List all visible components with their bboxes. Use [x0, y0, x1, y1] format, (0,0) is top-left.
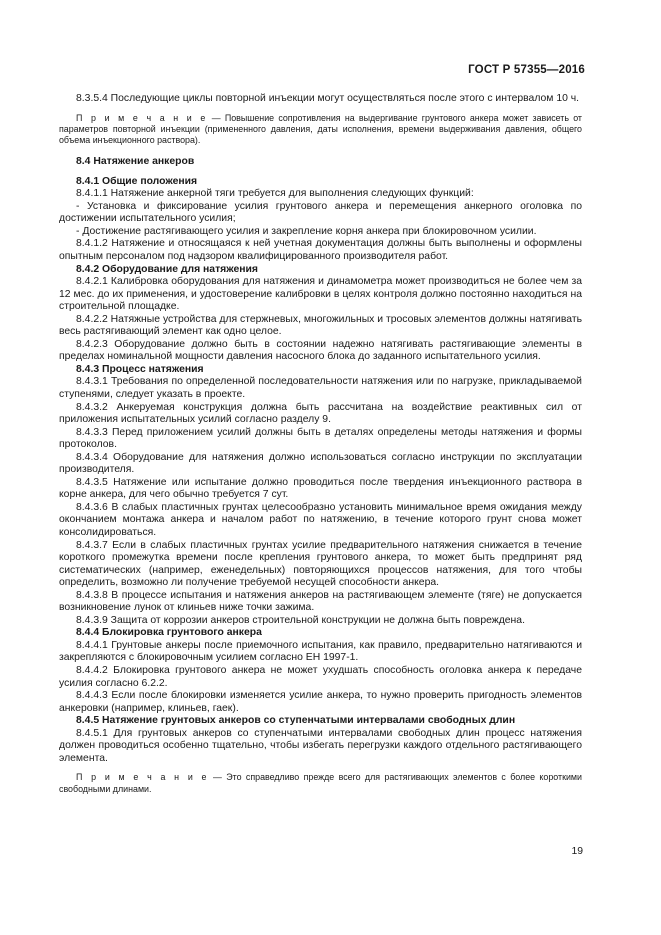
document-body	[59, 93, 582, 795]
heading-8-4-1: 8.4.1 Общие положения	[76, 175, 198, 187]
paragraph-8-4-3-6: 8.4.3.6 В слабых пластичных грунтах целесообразно установить минимальное время ожидания между окончанием монтажа анкера и началом работ по натяжению, в течение которого грунт снова может консолидироваться.	[59, 501, 582, 539]
paragraph-8-4-4-1: 8.4.4.1 Грунтовые анкеры после приемочного испытания, как правило, предварительно натягиваются и закрепляются с блокировочным усилием согласно ЕН 1997-1.	[59, 639, 582, 664]
paragraph-8-4-3-9: 8.4.3.9 Защита от коррозии анкеров строительной конструкции не должна быть повреждена.	[76, 614, 525, 626]
heading-8-4-5: 8.4.5 Натяжение грунтовых анкеров со ступенчатыми интервалами свободных длин	[76, 715, 516, 727]
note-1-text: — Повышение сопротивления на выдергивание грунтового анкера может зависеть от параметров повторной инъекции (примененного давления, даты исполнения, времени выдерживания давления, общего объема инъекционного раствора).	[59, 112, 583, 145]
paragraph-8-4-2-3: 8.4.2.3 Оборудование должно быть в состоянии надежно натягивать растягивающие элементы в пределах номинальной мощности давления насосного блока до заданного испытательного усилия.	[59, 338, 582, 363]
paragraph-8-4-4-3: 8.4.4.3 Если после блокировки изменяется усилие анкера, то нужно проверить пригодность элементов анкеровки (например, клиньев, гаек).	[59, 690, 582, 714]
heading-8-4-3: 8.4.3 Процесс натяжения	[76, 363, 204, 375]
paragraph-8-4-3-3: 8.4.3.3 Перед приложением усилий должны быть в деталях определены методы натяжения и формы протоколов.	[59, 426, 582, 451]
note-2-text: — Это справедливо прежде всего для растягивающих элементов с более короткими свободными длинами.	[59, 772, 582, 794]
paragraph-8-4-1-1: 8.4.1.1 Натяжение анкерной тяги требуется для выполнения следующих функций:	[76, 188, 474, 200]
paragraph-8-3-5-4: 8.3.5.4 Последующие циклы повторной инъекции могут осуществляться после этого с интервалом 10 ч.	[76, 93, 580, 104]
paragraph-8-4-3-7: 8.4.3.7 Если в слабых пластичных грунтах усилие предварительного натяжения снижается в течение короткого промежутка времени после крепления грунтового анкера, то может быть предпринят ряд систематических (например, еженедельных) повторяющихся процессов натяжения, для того чтобы определить, возможно ли получение требуемой несущей способности анкера.	[59, 539, 582, 589]
heading-8-4: 8.4 Натяжение анкеров	[76, 156, 195, 168]
paragraph-8-4-4-2: 8.4.4.2 Блокировка грунтового анкера не может ухудшать способность оголовка анкера к передаче усилия согласно 6.2.2.	[59, 665, 582, 689]
heading-8-4-4: 8.4.4 Блокировка грунтового анкера	[76, 627, 262, 639]
page-number: 19	[571, 846, 583, 857]
paragraph-8-4-5-1: 8.4.5.1 Для грунтовых анкеров со ступенчатыми интервалами свободных длин процесс натяжения должен проводиться особенно тщательно, чтобы избегать перегрузки каждого отдельного растягивающего элемента.	[59, 727, 582, 764]
paragraph-8-4-2-2: 8.4.2.2 Натяжные устройства для стержневых, многожильных и тросовых элементов должны натягивать весь растягивающий элемент как одно целое.	[59, 313, 582, 338]
note-1-label: П р и м е ч а н и е	[76, 112, 208, 123]
paragraph-8-4-2-1: 8.4.2.1 Калибровка оборудования для натяжения и динамометра может производиться не более чем за 12 мес. до их применения, и удостоверение калибровки в целях контроля должно постоянно находиться на строительной площадке.	[59, 276, 582, 313]
note-1	[59, 113, 582, 147]
note-2	[59, 772, 582, 794]
paragraph-8-4-3-5: 8.4.3.5 Натяжение или испытание должно проводиться после твердения инъекционного раствора в корне анкера, для чего обычно требуется 7 сут.	[59, 476, 582, 501]
standard-header: ГОСТ Р 57355—2016	[468, 64, 585, 76]
bullet-1: - Установка и фиксирование усилия грунтового анкера и перемещения анкерного оголовка по достижении испытательного усилия;	[59, 200, 582, 225]
paragraph-8-4-3-4: 8.4.3.4 Оборудование для натяжения должно использоваться согласно инструкции по эксплуатации производителя.	[59, 451, 582, 476]
paragraph-8-4-3-1: 8.4.3.1 Требования по определенной последовательности натяжения или по нагрузке, прикладываемой ступенями, следует указать в проекте.	[59, 376, 582, 400]
bullet-2: - Достижение растягивающего усилия и закрепление корня анкера при блокировочном усилии.	[76, 225, 537, 237]
paragraph-8-4-3-2: 8.4.3.2 Анкеруемая конструкция должна быть рассчитана на воздействие реактивных сил от приложения испытательных усилий согласно разделу 9.	[59, 401, 582, 426]
heading-8-4-2: 8.4.2 Оборудование для натяжения	[76, 263, 258, 275]
paragraph-8-4-1-2: 8.4.1.2 Натяжение и относящаяся к ней учетная документация должны быть выполнены и оформлены опытным персоналом под надзором квалифицированного производителя работ.	[59, 238, 582, 262]
paragraph-8-4-3-8: 8.4.3.8 В процессе испытания и натяжения анкеров на растягивающем элементе (тяге) не допускается возникновение лунок от клиньев ниже точки зажима.	[59, 589, 582, 614]
note-2-label: П р и м е ч а н и е	[76, 772, 209, 783]
